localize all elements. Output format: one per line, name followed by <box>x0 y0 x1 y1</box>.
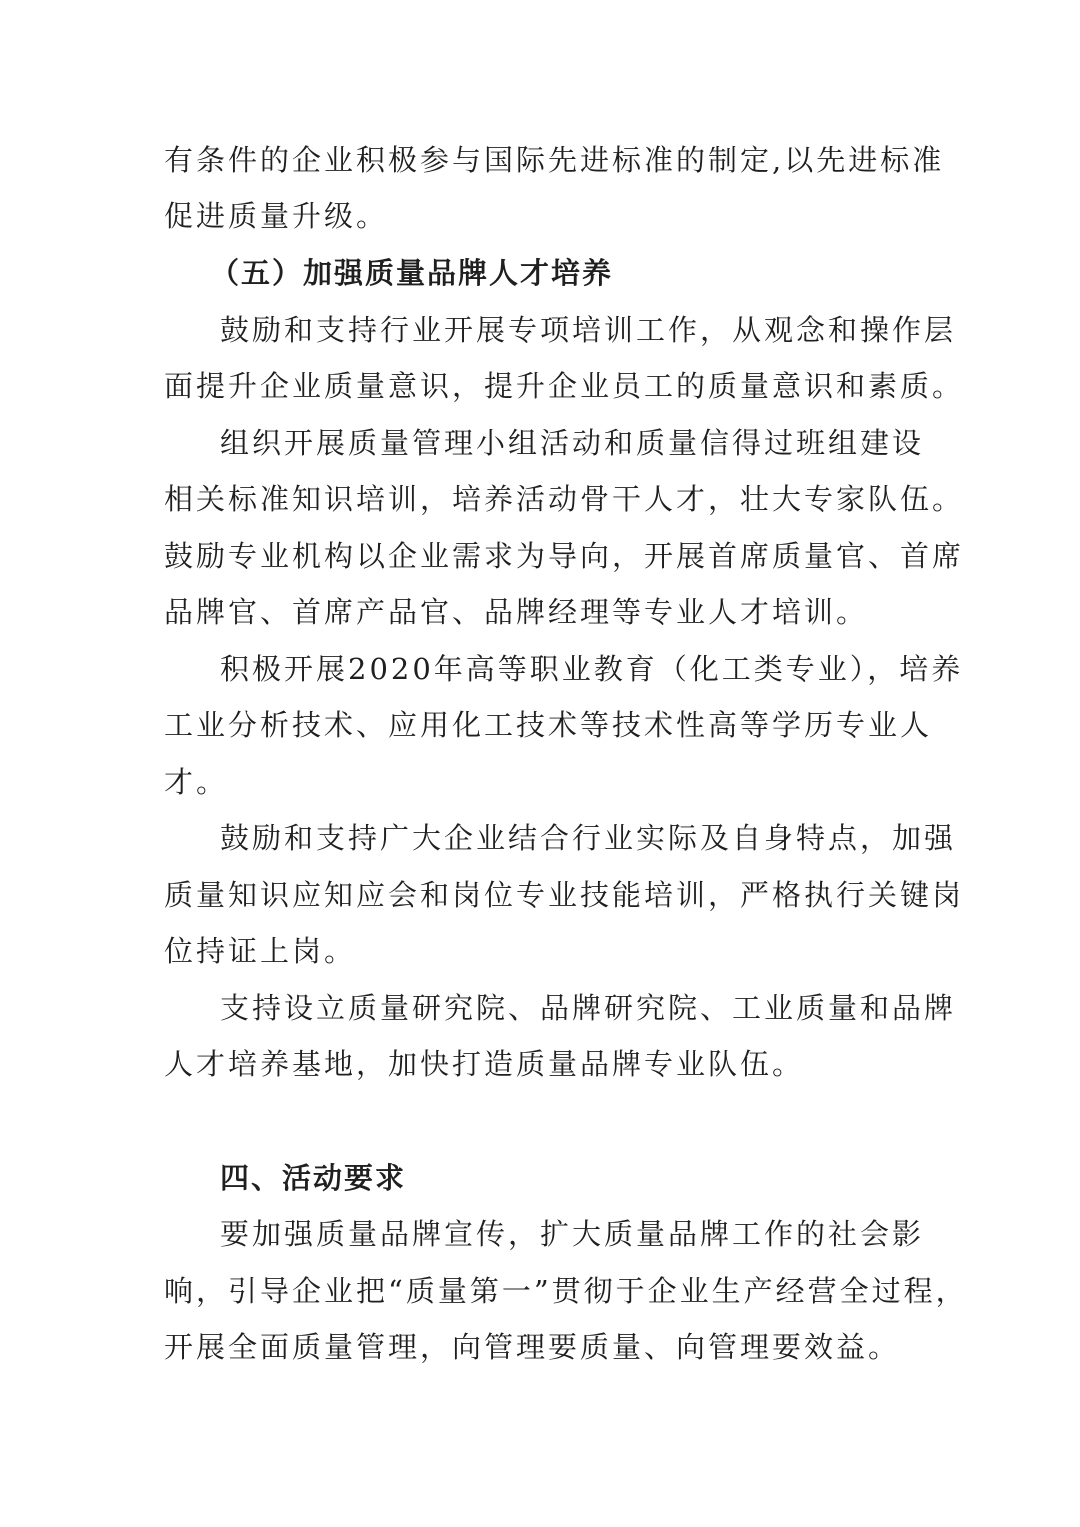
paragraph-line: 品牌官、首席产品官、品牌经理等专业人才培训。 <box>164 595 869 629</box>
section-heading: （五）加强质量品牌人才培养 <box>210 256 614 290</box>
paragraph-line: 开展全面质量管理，向管理要质量、向管理要效益。 <box>164 1330 901 1364</box>
paragraph-line: 积极开展2020年高等职业教育（化工类专业），培养 <box>220 652 964 686</box>
paragraph-line: 相关标准知识培训，培养活动骨干人才，壮大专家队伍。 <box>164 482 965 516</box>
paragraph-line: 组织开展质量管理小组活动和质量信得过班组建设 <box>220 426 925 460</box>
paragraph-line: 工业分析技术、应用化工技术等技术性高等学历专业人 <box>164 708 933 742</box>
paragraph-line: 人才培养基地，加快打造质量品牌专业队伍。 <box>164 1047 805 1081</box>
section-heading: 四、活动要求 <box>220 1161 407 1195</box>
paragraph-line: 要加强质量品牌宣传，扩大质量品牌工作的社会影 <box>220 1217 925 1251</box>
paragraph-line: 鼓励和支持广大企业结合行业实际及自身特点，加强 <box>220 821 957 855</box>
paragraph-line: 促进质量升级。 <box>164 199 389 233</box>
paragraph-line: 鼓励专业机构以企业需求为导向，开展首席质量官、首席 <box>164 539 965 573</box>
paragraph-line: 响，引导企业把“质量第一”贯彻于企业生产经营全过程， <box>164 1274 968 1308</box>
paragraph-line: 质量知识应知应会和岗位专业技能培训，严格执行关键岗 <box>164 878 965 912</box>
paragraph-line: 面提升企业质量意识，提升企业员工的质量意识和素质。 <box>164 369 965 403</box>
paragraph-line: 有条件的企业积极参与国际先进标准的制定,以先进标准 <box>164 143 945 177</box>
paragraph-line: 才。 <box>164 765 229 799</box>
paragraph-line: 位持证上岗。 <box>164 934 357 968</box>
paragraph-line: 支持设立质量研究院、品牌研究院、工业质量和品牌 <box>220 991 957 1025</box>
paragraph-line: 鼓励和支持行业开展专项培训工作，从观念和操作层 <box>220 313 957 347</box>
